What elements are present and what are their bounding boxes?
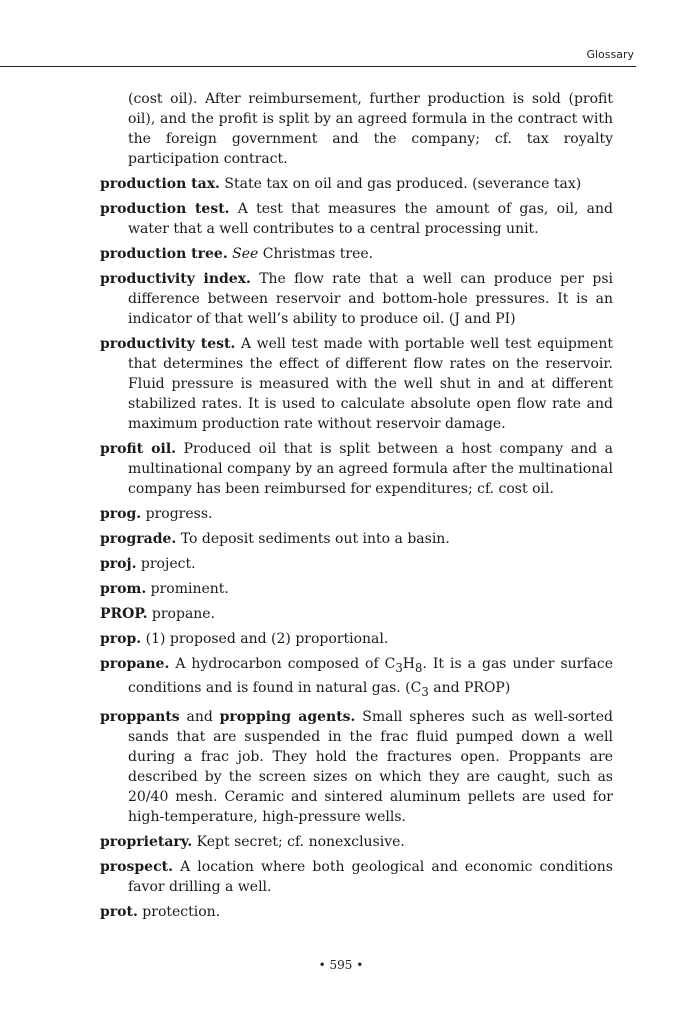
entry-productivity-test <box>100 334 613 434</box>
entry-definition: H <box>402 656 416 672</box>
entry-definition: A well test made with portable well test equipment that determines the effect of different flow rates on the reservoir. Fluid pressure is measured with the well shut in and at different stabilized rates. It is used to calculate absolute open flow rate and maximum production rate without reservoir damage. <box>128 336 613 432</box>
page-number: • 595 • <box>318 958 364 972</box>
entry-term: production test. <box>100 201 230 217</box>
entry-definition: Small spheres such as well-sorted sands that are suspended in the frac fluid pumped down a well during a frac job. They hold the fractures open. Proppants are described by the screen sizes on which they are caught, such as 20/40 mesh. Ceramic and sintered aluminum pellets are used for high-temperature, high-pressure wells. <box>128 708 613 825</box>
entry-prot <box>100 902 613 922</box>
entry-term: productivity index. <box>100 271 251 287</box>
entry-definition: propane. <box>147 606 216 622</box>
subscript: 8 <box>415 660 423 675</box>
entry-proprietary <box>100 832 613 852</box>
entry-definition: project. <box>136 556 196 572</box>
entry-term: production tree. <box>100 246 228 262</box>
entry-prospect <box>100 857 613 897</box>
entry-prom <box>100 579 613 599</box>
entry-term: prom. <box>100 581 147 597</box>
entry-PROP <box>100 604 613 624</box>
running-head: Glossary <box>586 48 634 61</box>
entry-definition: Produced oil that is split between a host company and a multinational company by an agreed formula after the multinational company has been reimbursed for expenditures; cf. cost oil. <box>128 441 613 497</box>
see-reference: See <box>227 246 259 262</box>
entry-definition: and PROP) <box>428 679 511 696</box>
entry-term: productivity test. <box>100 336 236 352</box>
entry-productivity-index <box>100 269 613 329</box>
entry-propane <box>100 654 613 702</box>
entry-definition: To deposit sediments out into a basin. <box>176 531 450 547</box>
entry-term: prograde. <box>100 531 177 547</box>
entry-production-tax <box>100 174 613 194</box>
entry-term: proprietary. <box>100 833 193 850</box>
entry-production-test <box>100 199 613 239</box>
entry-definition: Kept secret; cf. nonexclusive. <box>192 833 405 850</box>
entry-term: propping agents. <box>219 708 356 725</box>
entry-definition: The flow rate that a well can produce per psi difference between reservoir and bottom-hole pressures. It is an indicator of that well’s ability to produce oil. (J and PI) <box>128 271 614 327</box>
entry-definition: A hydrocarbon composed of C <box>169 656 396 672</box>
entry-prog <box>100 504 613 524</box>
subscript: 3 <box>395 660 403 675</box>
entry-term: prop. <box>100 631 142 647</box>
entry-proj <box>100 554 613 574</box>
header-rule <box>0 66 636 67</box>
term-joiner: and <box>179 708 220 725</box>
entry-term: prospect. <box>100 858 173 875</box>
entry-definition: A location where both geological and economic conditions favor drilling a well. <box>128 858 613 895</box>
entry-term: proppants <box>100 708 180 725</box>
entry-term: propane. <box>100 656 170 672</box>
entry-definition: State tax on oil and gas produced. (severance tax) <box>219 176 582 192</box>
subscript: 3 <box>421 684 429 699</box>
entry-term: prog. <box>100 506 142 522</box>
entry-term: production tax. <box>100 176 220 192</box>
entry-term: profit oil. <box>100 441 177 457</box>
entry-definition: (1) proposed and (2) proportional. <box>141 631 389 647</box>
entry-definition: protection. <box>137 903 221 920</box>
entry-definition: A test that measures the amount of gas, oil, and water that a well contributes to a central processing unit. <box>128 201 613 237</box>
entry-definition: . It is a gas under surface conditions and is found in natural gas. (C <box>128 656 613 696</box>
entry-term: PROP. <box>100 606 148 622</box>
entry-definition: progress. <box>141 506 213 522</box>
entry-production-tree <box>100 244 613 264</box>
entry-definition: Christmas tree. <box>258 246 374 262</box>
entry-term: proj. <box>100 556 137 572</box>
entry-proppants <box>100 707 613 827</box>
entry-definition: prominent. <box>146 581 229 597</box>
entry-prop <box>100 629 613 649</box>
entry-profit-oil <box>100 439 613 499</box>
entry-prograde <box>100 529 613 549</box>
entry-term: prot. <box>100 903 138 920</box>
glossary-body <box>100 89 613 927</box>
continued-definition: (cost oil). After reimbursement, further production is sold (profit oil), and the profit is split by an agreed formula in the contract with the foreign government and the company; cf. tax royalty participation contract. <box>128 91 613 167</box>
